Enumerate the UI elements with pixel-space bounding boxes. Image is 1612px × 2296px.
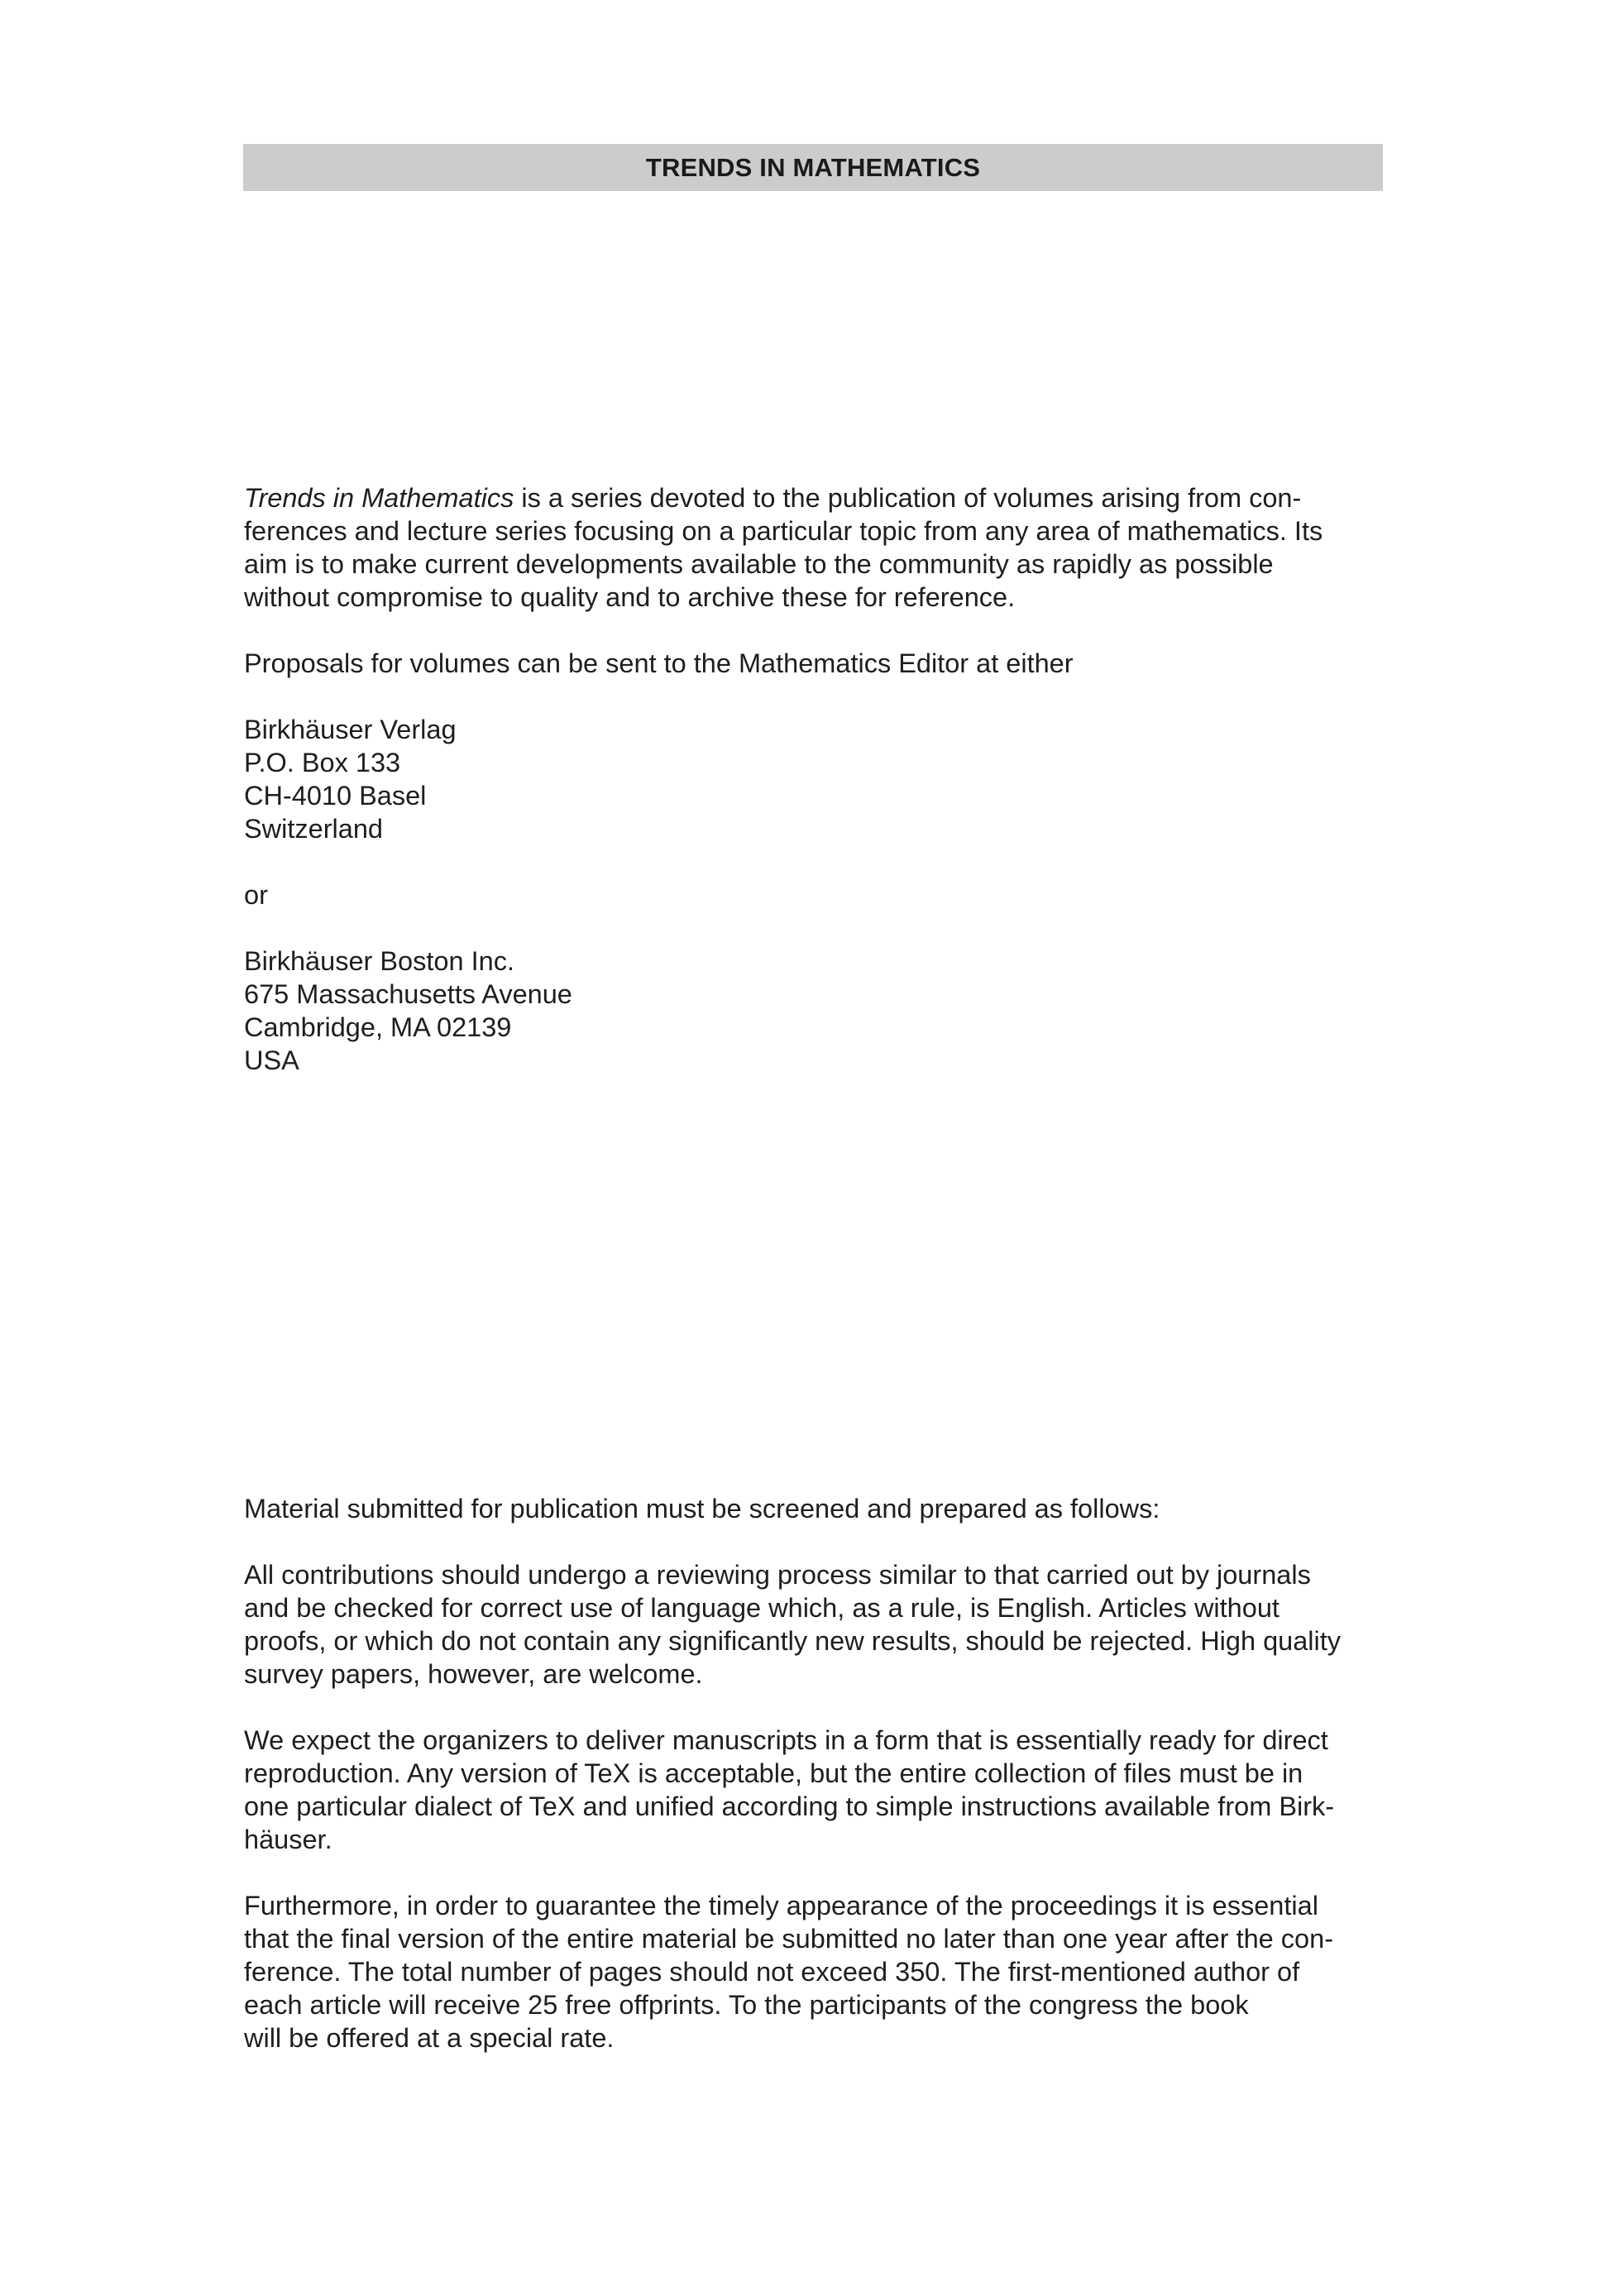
address2-line-2: 675 Massachusetts Avenue [244,979,572,1009]
address1-line-2: P.O. Box 133 [244,748,401,777]
address-birkhauser-boston [244,945,1402,1077]
intro-line-2: ferences and lecture series focusing on a particular topic from any area of mathematics. Its [244,516,1323,546]
furthermore-line-3: ference. The total number of pages should not exceed 350. The first-mentioned author of [244,1957,1300,1987]
proposals-line: Proposals for volumes can be sent to the Mathematics Editor at either [244,648,1074,678]
manuscripts-line-1: We expect the organizers to deliver manuscripts in a form that is essentially ready for direct [244,1725,1328,1755]
furthermore-line-4: each article will receive 25 free offprints. To the participants of the congress the book [244,1990,1249,2020]
contributions-line-2: and be checked for correct use of language which, as a rule, is English. Articles without [244,1593,1280,1623]
contributions-line-3: proofs, or which do not contain any significantly new results, should be rejected. High quality [244,1626,1342,1656]
manuscripts-line-4: häuser. [244,1825,332,1854]
manuscripts-paragraph [244,1724,1402,1856]
contributions-line-4: survey papers, however, are welcome. [244,1659,703,1689]
furthermore-line-2: that the final version of the entire material be submitted no later than one year after the con- [244,1924,1334,1954]
material-paragraph [244,1492,1402,1525]
series-name-italic: Trends in Mathematics [244,483,514,513]
furthermore-line-5: will be offered at a special rate. [244,2023,615,2053]
intro-line-3: aim is to make current developments available to the community as rapidly as possible [244,549,1274,579]
material-line: Material submitted for publication must be screened and prepared as follows: [244,1494,1160,1523]
proposals-paragraph [244,647,1402,680]
furthermore-line-1: Furthermore, in order to guarantee the timely appearance of the proceedings it is essential [244,1891,1318,1921]
address2-line-4: USA [244,1045,299,1075]
manuscripts-line-2: reproduction. Any version of TeX is acceptable, but the entire collection of files must be in [244,1758,1303,1788]
series-header-bar [243,144,1383,191]
contributions-line-1: All contributions should undergo a reviewing process similar to that carried out by journals [244,1560,1311,1590]
series-title: TRENDS IN MATHEMATICS [645,152,981,182]
manuscripts-line-3: one particular dialect of TeX and unified according to simple instructions available from Birk- [244,1791,1335,1821]
intro-line-1-rest: is a series devoted to the publication of volumes arising from con- [514,483,1302,513]
address1-line-1: Birkhäuser Verlag [244,715,457,744]
address-birkhauser-verlag [244,713,1402,845]
furthermore-paragraph [244,1889,1402,2054]
address1-line-3: CH-4010 Basel [244,781,427,811]
or-separator [244,878,1402,911]
address2-line-1: Birkhäuser Boston Inc. [244,946,514,976]
or-text: or [244,880,268,910]
address2-line-3: Cambridge, MA 02139 [244,1012,512,1042]
intro-paragraph [244,481,1402,614]
address1-line-4: Switzerland [244,814,383,844]
intro-line-1 [244,481,1402,514]
contributions-paragraph [244,1558,1402,1691]
intro-line-4: without compromise to quality and to archive these for reference. [244,582,1016,612]
